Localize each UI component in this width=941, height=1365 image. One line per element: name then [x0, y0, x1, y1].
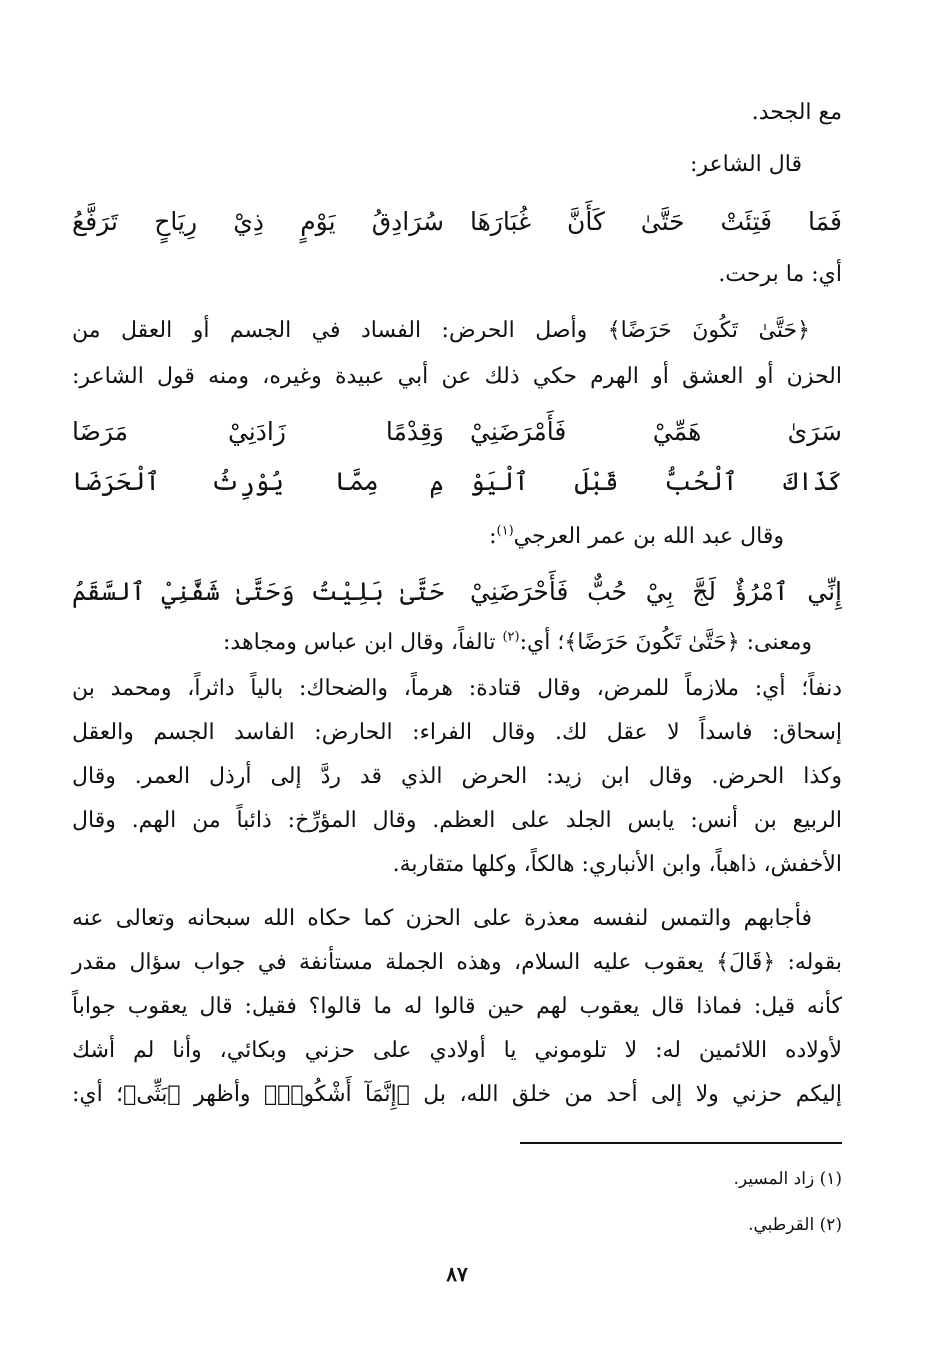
text-line: بقوله: ﴿قَالَ﴾ يعقوب عليه السلام، وهذه الجملة مستأنفة في جواب سؤال مقدر	[72, 950, 842, 975]
text-run: وقال عبد الله بن عمر العرجي	[513, 524, 784, 549]
text-line: مع الجحد.	[751, 100, 842, 125]
verse-hemistich: مِ مِمَّا يُوْرِثُ ٱلْحَرَضَا	[72, 467, 444, 496]
text-run: تالفاً، وقال ابن عباس ومجاهد:	[223, 630, 503, 655]
verse-hemistich: إِنِّي ٱمْرُؤٌ لَجَّ بِيْ حُبٌّ فَأَحْرَضَنِيْ	[470, 577, 842, 606]
poetry-verse	[72, 570, 842, 614]
text-line: كأنه قيل: فماذا قال يعقوب لهم حين قالوا له ما قالوا؟ فقيل: قال يعقوب جواباً	[72, 994, 842, 1019]
page-number: ٨٧	[446, 1262, 468, 1286]
footnote: (١) زاد المسير.	[733, 1169, 842, 1189]
text-line: فأجابهم والتمس لنفسه معذرة على الحزن كما حكاه الله سبحانه وتعالى عنه	[72, 906, 812, 931]
poetry-verse	[72, 460, 842, 504]
text-run: ومعنى: ﴿حَتَّىٰ تَكُونَ حَرَضًا﴾؛ أي:	[519, 630, 812, 655]
text-line: لأولاده اللائمين له: لا تلوموني يا أولادي على حزني وبكائي، وأنا لم أشك	[72, 1038, 842, 1063]
text-line: إسحاق: فاسداً لا عقل لك. وقال الفراء: الحارض: الفاسد الجسم والعقل	[72, 720, 842, 745]
book-page	[72, 92, 842, 1352]
text-line: الربيع بن أنس: يابس الجلد على العظم. وقال المؤرِّخ: ذائباً من الهم. وقال	[72, 808, 842, 833]
verse-hemistich: سُرَادِقُ يَوْمٍ ذِيْ رِيَاحٍ تَرَفَّعُ	[72, 207, 444, 236]
text-run: :	[489, 524, 497, 549]
poetry-verse	[72, 200, 842, 244]
text-line: إليكم حزني ولا إلى أحد من خلق الله، بل ﴿إِنَّمَآ أَشْكُوا۟﴾ وأظهر ﴿بَثِّى﴾؛ أي:	[72, 1082, 842, 1107]
footnote-separator	[520, 1142, 842, 1144]
text-line: ﴿حَتَّىٰ تَكُونَ حَرَضًا﴾ وأصل الحرض: الفساد في الجسم أو العقل من	[72, 318, 810, 343]
text-line: وكذا الحرض. وقال ابن زيد: الحرض الذي قد ردَّ إلى أرذل العمر. وقال	[72, 764, 842, 789]
footnote-marker: (٢)	[502, 629, 520, 645]
verse-hemistich: فَمَا فَتِئَتْ حَتَّىٰ كَأَنَّ غُبَارَهَا	[470, 207, 842, 236]
verse-hemistich: حَتَّىٰ بَلِيْتُ وَحَتَّىٰ شَفَّنِيْ ٱلسَّقَمُ	[72, 577, 444, 606]
verse-hemistich: وَقِدْمًا زَادَنِيْ مَرَضَا	[72, 417, 444, 446]
text-line	[72, 520, 784, 554]
text-line: الحزن أو العشق أو الهرم حكي ذلك عن أبي عبيدة وغيره، ومنه قول الشاعر:	[72, 364, 842, 389]
text-line	[72, 626, 812, 660]
verse-hemistich: سَرَىٰ هَمِّيْ فَأَمْرَضَنِيْ	[470, 417, 842, 446]
text-line: الأخفش، ذاهباً، وابن الأنباري: هالكاً، وكلها متقاربة.	[392, 852, 842, 877]
text-line: أي: ما برحت.	[718, 262, 842, 287]
text-line: قال الشاعر:	[689, 152, 802, 177]
footnote-marker: (١)	[496, 523, 514, 539]
verse-hemistich: كَذَاكَ ٱلْحُبُّ قَبْلَ ٱلْيَوْ	[470, 467, 842, 496]
footnote: (٢) القرطبي.	[748, 1215, 842, 1235]
poetry-verse	[72, 410, 842, 454]
text-line: دنفاً؛ أي: ملازماً للمرض، وقال قتادة: هرماً، والضحاك: بالياً داثراً، ومحمد بن	[72, 676, 842, 701]
